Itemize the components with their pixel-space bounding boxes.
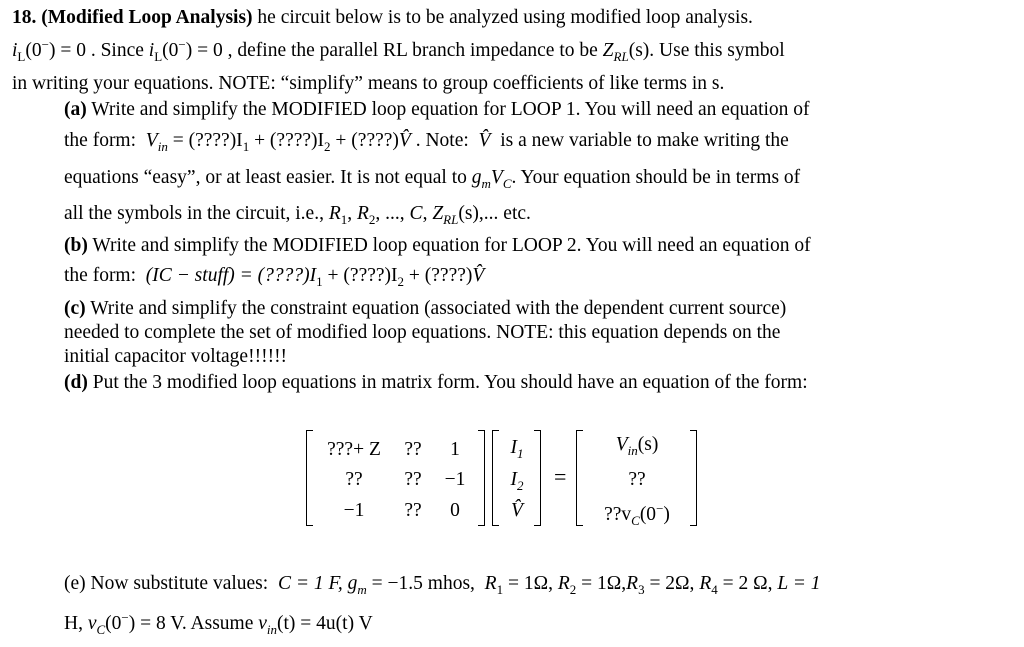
vector-left-bracket <box>492 430 499 526</box>
matrix-cell: −1 <box>444 469 466 490</box>
problem-title: (Modified Loop Analysis) <box>41 7 253 28</box>
part-c-line-3: initial capacitor voltage!!!!!! <box>64 346 288 367</box>
part-a-line-3: equations “easy”, or at least easier. It is not equal to $g_mV_C$. Your equation should be in terms of <box>64 167 801 191</box>
matrix-cell: ?? <box>404 500 422 521</box>
rhs-cell: ?? <box>628 469 646 490</box>
problem-number: 18. <box>12 7 37 28</box>
matrix-cell: −1 <box>343 500 365 521</box>
part-a-line-4: all the symbols in the circuit, i.e., $R_1$, $R_2$, ..., C, $Z_{RL}(s)$,... etc. <box>64 203 531 227</box>
part-b-form: the form: (IC − stuff) = $(????)I_1$ + $(????)I_2$ + (????)V̂ <box>64 265 485 289</box>
matrix-cell: ?? <box>404 469 422 490</box>
rhs-right-bracket <box>690 430 697 526</box>
part-d-line-1: (d) Put the 3 modified loop equations in matrix form. You should have an equation of the form: <box>64 372 808 393</box>
matrix-cell: ?? <box>404 439 422 460</box>
vector-cell: $I_1$ <box>510 437 524 461</box>
problem-intro-3: in writing your equations. NOTE: “simplify” means to group coefficients of like terms in s. <box>12 73 725 94</box>
part-e-line-2: H, $v_C(0^-) = 8$ V. Assume $v_{in}(t) = 4u(t)$ V <box>64 610 373 637</box>
matrix-cell: ?? <box>345 469 363 490</box>
rhs-cell: $??v_C(0^-)$ <box>604 501 670 528</box>
problem-intro-1: he circuit below is to be analyzed using modified loop analysis. <box>257 7 753 28</box>
part-b-line-1: (b) Write and simplify the MODIFIED loop equation for LOOP 2. You will need an equation of <box>64 235 811 256</box>
equals-sign: = <box>554 464 567 489</box>
part-a-form: the form: $V_{in}$ = $(????)I_1$ + $(????)I_2$ + (????)V̂ . Note: V̂ is a new variable to make writing the <box>64 130 789 154</box>
part-a-line-1: (a) Write and simplify the MODIFIED loop equation for LOOP 1. You will need an equation of <box>64 99 810 120</box>
part-c-line-2: needed to complete the set of modified loop equations. NOTE: this equation depends on the <box>64 322 781 343</box>
vector-cell: $I_2$ <box>510 469 524 493</box>
vector-right-bracket <box>534 430 541 526</box>
rhs-left-bracket <box>576 430 583 526</box>
matrix-right-bracket <box>478 430 485 526</box>
matrix-cell: ???+ Z <box>327 439 381 460</box>
part-e-line-1: (e) Now substitute values: C = 1 F, $g_m = -1.5$ mhos, $R_1 = 1\Omega$, $R_2 = 1\Omega,R_3 = 2\Omega$, $R_4 = 2$ Ω, L = 1 <box>64 573 821 597</box>
rhs-cell: $V_{in}(s)$ <box>615 434 659 458</box>
matrix-cell: 1 <box>450 439 460 460</box>
matrix-left-bracket <box>306 430 313 526</box>
problem-header <box>12 6 753 30</box>
part-c-line-1: (c) Write and simplify the constraint equation (associated with the dependent current source) <box>64 298 787 319</box>
problem-intro-2: $i_L(0^-) = 0$ . Since $i_L(0^-) = 0$ , define the parallel RL branch impedance to be $Z_{RL}(s)$. Use this symbol <box>12 37 785 64</box>
matrix-cell: 0 <box>450 500 460 521</box>
vector-cell: V̂ <box>511 500 523 521</box>
